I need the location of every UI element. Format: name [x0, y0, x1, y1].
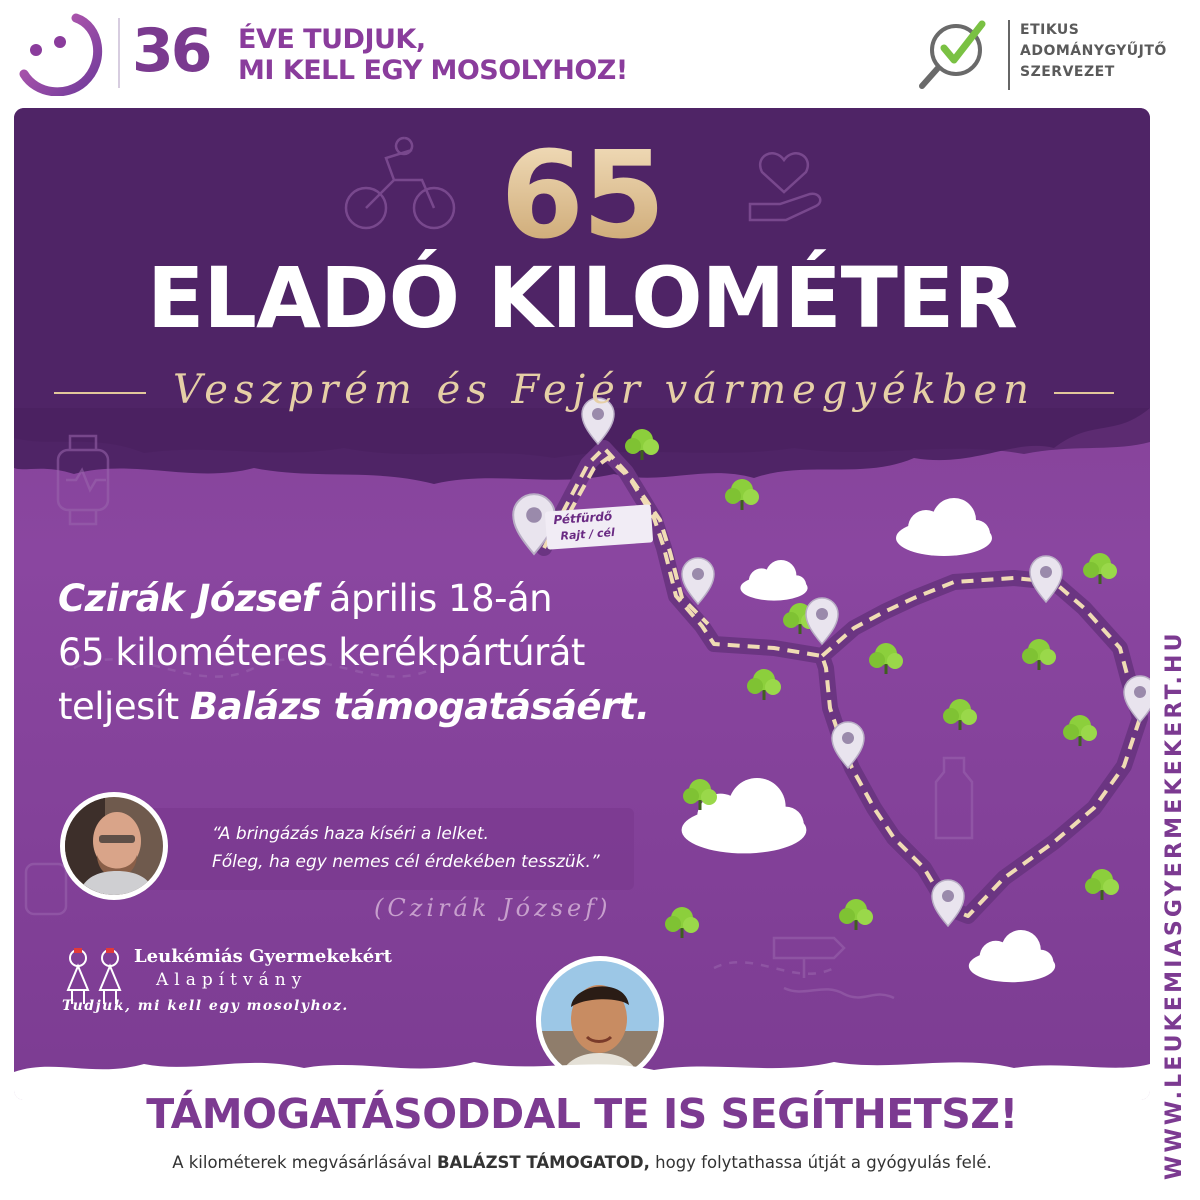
foundation-logo — [60, 942, 420, 1022]
quote-text — [212, 820, 600, 876]
tree-6 — [869, 643, 903, 674]
subtitle: Veszprém és Fejér vármegyékben — [173, 367, 1035, 413]
subtitle-line-left — [54, 392, 146, 394]
quote-line-1: “A bringázás haza kíséri a lelket. — [212, 824, 489, 844]
start-town: Pétfürdő — [552, 509, 613, 528]
cta-text-post: hogy folytathassa útját a gyógyulás felé. — [649, 1153, 992, 1172]
tree-2 — [725, 479, 759, 510]
lead-beneficiary: Balázs támogatásáért. — [189, 685, 650, 728]
lead-text — [58, 572, 778, 734]
subtitle-line-right — [1054, 392, 1114, 394]
lead-verb: teljesít — [58, 685, 190, 728]
foundation-motto: Tudjuk, mi kell egy mosolyhoz. — [62, 998, 349, 1014]
ethics-badge — [916, 14, 1167, 94]
tree-3 — [1083, 553, 1117, 584]
tree-12 — [839, 899, 873, 930]
header — [0, 0, 1200, 108]
ethics-line-1: ETIKUS — [1020, 22, 1080, 38]
header-tagline — [238, 24, 628, 86]
lead-line-2: 65 kilométeres kerékpártúrát — [58, 631, 585, 674]
header-divider — [118, 18, 120, 88]
headline: ELADÓ KILOMÉTER — [147, 249, 1017, 347]
rider-name: Czirák József — [58, 577, 318, 620]
magnifier-check-icon — [916, 16, 994, 94]
tree-8 — [943, 699, 977, 730]
tagline-line-1: ÉVE TUDJUK, — [238, 24, 426, 55]
lead-line-3 — [58, 680, 778, 734]
start-label — [545, 504, 653, 549]
ethics-line-3: SZERVEZET — [1020, 64, 1115, 80]
start-role: Rajt / cél — [560, 525, 616, 543]
years-number: 36 — [132, 16, 210, 86]
rider-photo — [65, 797, 163, 895]
lead-date: április 18-án — [317, 577, 553, 620]
tree-9 — [1063, 715, 1097, 746]
main-banner — [14, 108, 1150, 1100]
lead-line-1 — [58, 572, 778, 626]
cta-title: TÁMOGATÁSODDAL TE IS SEGÍTHETSZ! — [146, 1090, 1018, 1138]
smile-logo-icon — [14, 12, 104, 96]
cta-text — [14, 1152, 1150, 1174]
cta-text-bold: BALÁZST TÁMOGATOD, — [436, 1153, 650, 1172]
tree-5 — [1022, 639, 1056, 670]
tagline-line-2: MI KELL EGY MOSOLYHOZ! — [238, 55, 628, 86]
website-link[interactable]: WWW.LEUKEMIASGYERMEKEKERT.HU — [1162, 630, 1187, 1180]
ethics-divider — [1008, 20, 1010, 90]
cta-text-pre: A kilométerek megvásárlásával — [172, 1153, 437, 1172]
ethics-line-2: ADOMÁNYGYŰJTŐ — [1020, 43, 1167, 59]
quote-author: (Czirák József) — [374, 894, 612, 922]
avatar-rider — [60, 792, 168, 900]
map-pin-6 — [832, 722, 864, 768]
quote-box — [114, 808, 634, 890]
tree-1 — [625, 429, 659, 460]
subtitle-row — [54, 358, 1114, 418]
quote-line-2: Főleg, ha egy nemes cél érdekében tesszük.” — [212, 852, 600, 872]
cloud-4 — [969, 930, 1055, 982]
kilometer-number: 65 — [14, 132, 1150, 262]
foundation-name: Leukémiás Gyermekekért — [134, 946, 392, 967]
cloud-1 — [896, 498, 992, 556]
tree-11 — [1085, 869, 1119, 900]
tree-13 — [665, 907, 699, 938]
ethics-text — [1020, 20, 1167, 83]
map-pin-5 — [1124, 676, 1150, 722]
foundation-sub: Alapítvány — [156, 970, 308, 990]
